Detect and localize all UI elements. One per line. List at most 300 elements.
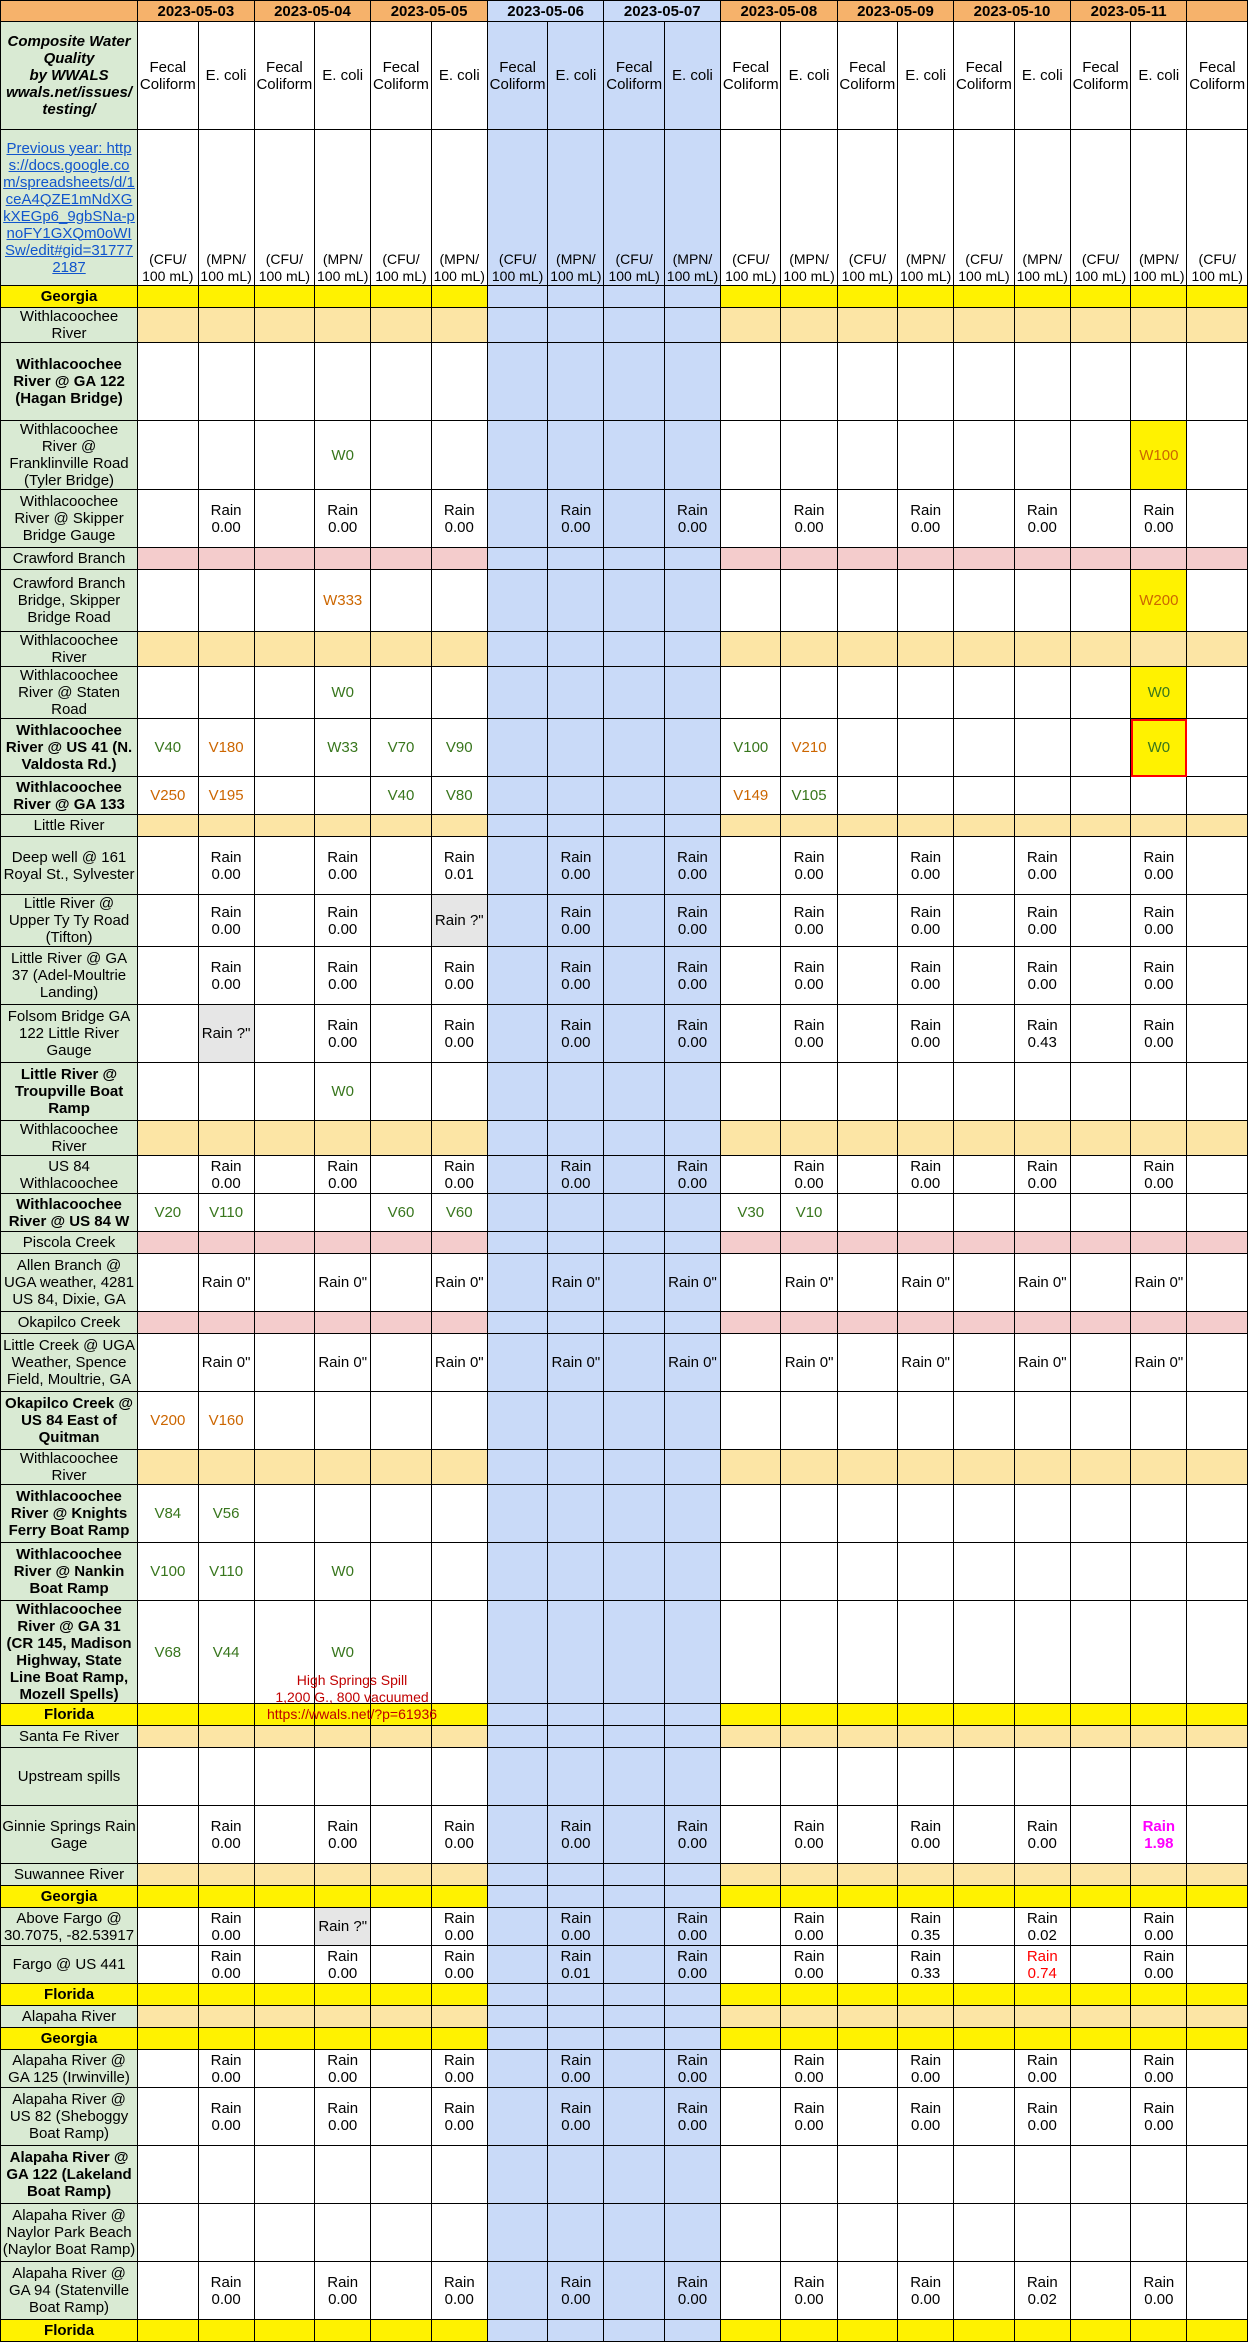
data-cell[interactable]: [1131, 1726, 1187, 1748]
data-cell[interactable]: [954, 1156, 1014, 1194]
data-cell[interactable]: [1070, 1984, 1130, 2006]
data-cell[interactable]: Rain 0": [431, 1254, 487, 1312]
data-cell[interactable]: [254, 1194, 314, 1232]
data-cell[interactable]: [138, 947, 198, 1005]
data-cell[interactable]: [664, 2028, 720, 2050]
data-cell[interactable]: Rain 0.00: [431, 1156, 487, 1194]
data-cell[interactable]: [954, 1984, 1014, 2006]
data-cell[interactable]: [1014, 667, 1070, 719]
data-cell[interactable]: [721, 1806, 781, 1864]
data-cell[interactable]: [1070, 2006, 1130, 2028]
data-cell[interactable]: Rain 0.00: [198, 490, 254, 548]
data-cell[interactable]: Rain ?": [198, 1005, 254, 1063]
data-cell[interactable]: [721, 1908, 781, 1946]
data-cell[interactable]: [1187, 895, 1248, 947]
data-cell[interactable]: Rain 0.02: [1014, 1908, 1070, 1946]
data-cell[interactable]: [898, 1748, 954, 1806]
data-cell[interactable]: [1014, 548, 1070, 570]
data-cell[interactable]: [371, 632, 431, 667]
data-cell[interactable]: [1187, 286, 1248, 308]
data-cell[interactable]: [1014, 1121, 1070, 1156]
data-cell[interactable]: [254, 1121, 314, 1156]
data-cell[interactable]: [431, 2146, 487, 2204]
data-cell[interactable]: Rain 0.00: [1014, 895, 1070, 947]
row-label[interactable]: Withlacoochee River @ US 41 (N. Valdosta Rd.): [1, 719, 138, 777]
data-cell[interactable]: Rain 0.00: [548, 490, 604, 548]
data-cell[interactable]: [837, 2006, 897, 2028]
data-cell[interactable]: V80: [431, 777, 487, 815]
data-cell[interactable]: [898, 667, 954, 719]
data-cell[interactable]: [837, 2050, 897, 2088]
data-cell[interactable]: Rain 0.00: [1131, 1005, 1187, 1063]
data-cell[interactable]: V10: [781, 1194, 837, 1232]
data-cell[interactable]: [371, 1005, 431, 1063]
data-cell[interactable]: [138, 1726, 198, 1748]
data-cell[interactable]: Rain 0": [1014, 1334, 1070, 1392]
data-cell[interactable]: [315, 1121, 371, 1156]
data-cell[interactable]: [604, 1392, 664, 1450]
data-cell[interactable]: [1014, 632, 1070, 667]
data-cell[interactable]: [1070, 1254, 1130, 1312]
data-cell[interactable]: [604, 719, 664, 777]
data-cell[interactable]: [371, 1543, 431, 1601]
data-cell[interactable]: [138, 421, 198, 490]
data-cell[interactable]: Rain 0.00: [1014, 947, 1070, 1005]
data-cell[interactable]: [837, 1005, 897, 1063]
data-cell[interactable]: [898, 1543, 954, 1601]
data-cell[interactable]: [487, 2146, 547, 2204]
data-cell[interactable]: [254, 632, 314, 667]
data-cell[interactable]: V250: [138, 777, 198, 815]
data-cell[interactable]: [198, 632, 254, 667]
fecal-header[interactable]: Fecal Coliform: [487, 22, 547, 130]
data-cell[interactable]: [954, 343, 1014, 421]
data-cell[interactable]: [487, 1121, 547, 1156]
data-cell[interactable]: [315, 2204, 371, 2262]
data-cell[interactable]: [1187, 1005, 1248, 1063]
data-cell[interactable]: Rain 0.00: [781, 2262, 837, 2320]
data-cell[interactable]: [1070, 1886, 1130, 1908]
data-cell[interactable]: Rain 0.00: [315, 1005, 371, 1063]
data-cell[interactable]: Rain 0.00: [781, 947, 837, 1005]
data-cell[interactable]: Rain 0.00: [315, 837, 371, 895]
data-cell[interactable]: [548, 1601, 604, 1704]
data-cell[interactable]: [898, 1704, 954, 1726]
data-cell[interactable]: Rain 0.00: [1131, 837, 1187, 895]
data-cell[interactable]: W33: [315, 719, 371, 777]
data-cell[interactable]: [1014, 1748, 1070, 1806]
data-cell[interactable]: [837, 1121, 897, 1156]
data-cell[interactable]: [431, 667, 487, 719]
data-cell[interactable]: [198, 308, 254, 343]
data-cell[interactable]: [1131, 1392, 1187, 1450]
data-cell[interactable]: Rain 0": [898, 1254, 954, 1312]
data-cell[interactable]: [138, 1886, 198, 1908]
data-cell[interactable]: [1070, 1312, 1130, 1334]
data-cell[interactable]: [1070, 286, 1130, 308]
data-cell[interactable]: Rain 0.00: [664, 490, 720, 548]
data-cell[interactable]: [315, 1726, 371, 1748]
data-cell[interactable]: [1014, 777, 1070, 815]
data-cell[interactable]: [1131, 1194, 1187, 1232]
data-cell[interactable]: [315, 1864, 371, 1886]
data-cell[interactable]: [431, 421, 487, 490]
data-cell[interactable]: [837, 1485, 897, 1543]
date-header[interactable]: 2023-05-08: [721, 1, 838, 22]
data-cell[interactable]: [254, 1156, 314, 1194]
fecal-header[interactable]: Fecal Coliform: [721, 22, 781, 130]
data-cell[interactable]: [781, 1232, 837, 1254]
data-cell[interactable]: [431, 1063, 487, 1121]
data-cell[interactable]: [138, 2262, 198, 2320]
data-cell[interactable]: [1187, 570, 1248, 632]
data-cell[interactable]: [954, 570, 1014, 632]
data-cell[interactable]: [138, 1156, 198, 1194]
data-cell[interactable]: [837, 719, 897, 777]
data-cell[interactable]: [254, 947, 314, 1005]
data-cell[interactable]: [198, 2006, 254, 2028]
data-cell[interactable]: [1187, 1704, 1248, 1726]
data-cell[interactable]: Rain 0.00: [198, 947, 254, 1005]
data-cell[interactable]: Rain ?": [431, 895, 487, 947]
data-cell[interactable]: [1131, 1312, 1187, 1334]
data-cell[interactable]: [664, 1726, 720, 1748]
data-cell[interactable]: [431, 1543, 487, 1601]
data-cell[interactable]: [138, 1312, 198, 1334]
data-cell[interactable]: [138, 1864, 198, 1886]
data-cell[interactable]: [254, 308, 314, 343]
data-cell[interactable]: [371, 1312, 431, 1334]
data-cell[interactable]: [604, 1984, 664, 2006]
data-cell[interactable]: [371, 837, 431, 895]
data-cell[interactable]: [1070, 490, 1130, 548]
data-cell[interactable]: V30: [721, 1194, 781, 1232]
data-cell[interactable]: Rain 0": [664, 1334, 720, 1392]
data-cell[interactable]: [781, 1984, 837, 2006]
data-cell[interactable]: [604, 490, 664, 548]
data-cell[interactable]: [898, 1864, 954, 1886]
data-cell[interactable]: [431, 1886, 487, 1908]
data-cell[interactable]: [487, 1946, 547, 1984]
data-cell[interactable]: [487, 1704, 547, 1726]
data-cell[interactable]: Rain 0.00: [1131, 2050, 1187, 2088]
data-cell[interactable]: [1187, 2006, 1248, 2028]
data-cell[interactable]: Rain 0.00: [548, 1156, 604, 1194]
data-cell[interactable]: Rain 0.00: [315, 895, 371, 947]
data-cell[interactable]: [781, 286, 837, 308]
data-cell[interactable]: [954, 1194, 1014, 1232]
data-cell[interactable]: Rain 0.00: [1014, 837, 1070, 895]
data-cell[interactable]: [1070, 1450, 1130, 1485]
data-cell[interactable]: [898, 2204, 954, 2262]
data-cell[interactable]: [371, 2088, 431, 2146]
data-cell[interactable]: [1131, 1121, 1187, 1156]
data-cell[interactable]: [721, 421, 781, 490]
data-cell[interactable]: [138, 837, 198, 895]
data-cell[interactable]: Rain 0.00: [1131, 1946, 1187, 1984]
data-cell[interactable]: [604, 1121, 664, 1156]
data-cell[interactable]: [1014, 1864, 1070, 1886]
data-cell[interactable]: Rain 0": [198, 1254, 254, 1312]
data-cell[interactable]: Rain 0.00: [431, 1908, 487, 1946]
data-cell[interactable]: [604, 1886, 664, 1908]
data-cell[interactable]: [254, 2204, 314, 2262]
data-cell[interactable]: [548, 570, 604, 632]
data-cell[interactable]: [138, 667, 198, 719]
data-cell[interactable]: [1070, 1485, 1130, 1543]
data-cell[interactable]: [721, 1485, 781, 1543]
data-cell[interactable]: [1014, 719, 1070, 777]
data-cell[interactable]: [371, 2146, 431, 2204]
data-cell[interactable]: [431, 2006, 487, 2028]
data-cell[interactable]: [781, 1063, 837, 1121]
data-cell[interactable]: Rain 0.00: [1131, 2088, 1187, 2146]
data-cell[interactable]: [198, 1121, 254, 1156]
row-label[interactable]: Florida: [1, 2320, 138, 2342]
data-cell[interactable]: [954, 837, 1014, 895]
data-cell[interactable]: [254, 2088, 314, 2146]
data-cell[interactable]: [664, 632, 720, 667]
data-cell[interactable]: [371, 2006, 431, 2028]
data-cell[interactable]: [254, 1984, 314, 2006]
data-cell[interactable]: Rain 0.00: [1131, 2262, 1187, 2320]
data-cell[interactable]: [371, 1063, 431, 1121]
data-cell[interactable]: [721, 1312, 781, 1334]
data-cell[interactable]: [604, 1450, 664, 1485]
data-cell[interactable]: V105: [781, 777, 837, 815]
data-cell[interactable]: [604, 2262, 664, 2320]
data-cell[interactable]: [487, 1601, 547, 1704]
data-cell[interactable]: [1014, 286, 1070, 308]
data-cell[interactable]: [664, 1886, 720, 1908]
data-cell[interactable]: [1187, 2262, 1248, 2320]
data-cell[interactable]: [198, 1312, 254, 1334]
data-cell[interactable]: Rain 0.00: [664, 2050, 720, 2088]
data-cell[interactable]: [664, 1984, 720, 2006]
data-cell[interactable]: [548, 777, 604, 815]
data-cell[interactable]: [604, 1312, 664, 1334]
data-cell[interactable]: [781, 2028, 837, 2050]
data-cell[interactable]: Rain 0.00: [781, 490, 837, 548]
data-cell[interactable]: [138, 1704, 198, 1726]
data-cell[interactable]: [954, 1543, 1014, 1601]
data-cell[interactable]: [781, 343, 837, 421]
data-cell[interactable]: [371, 570, 431, 632]
data-cell[interactable]: W0: [1131, 667, 1187, 719]
data-cell[interactable]: [1070, 719, 1130, 777]
data-cell[interactable]: [721, 2088, 781, 2146]
data-cell[interactable]: [954, 548, 1014, 570]
data-cell[interactable]: [954, 777, 1014, 815]
data-cell[interactable]: [1187, 490, 1248, 548]
data-cell[interactable]: [664, 570, 720, 632]
data-cell[interactable]: [1070, 2088, 1130, 2146]
data-cell[interactable]: [254, 490, 314, 548]
data-cell[interactable]: [954, 1232, 1014, 1254]
data-cell[interactable]: [431, 570, 487, 632]
data-cell[interactable]: [138, 286, 198, 308]
data-cell[interactable]: [1187, 837, 1248, 895]
data-cell[interactable]: [254, 1946, 314, 1984]
data-cell[interactable]: [954, 1254, 1014, 1312]
data-cell[interactable]: [721, 490, 781, 548]
data-cell[interactable]: [1131, 2006, 1187, 2028]
spill-note-link[interactable]: https://wwals.net/?p=61936: [266, 1706, 438, 1722]
data-cell[interactable]: [781, 308, 837, 343]
data-cell[interactable]: [721, 1254, 781, 1312]
data-cell[interactable]: [1014, 1392, 1070, 1450]
data-cell[interactable]: Rain 0.00: [898, 837, 954, 895]
data-cell[interactable]: [487, 947, 547, 1005]
data-cell[interactable]: [837, 548, 897, 570]
data-cell[interactable]: [1187, 1946, 1248, 1984]
row-label[interactable]: Alapaha River: [1, 2006, 138, 2028]
data-cell[interactable]: [781, 1543, 837, 1601]
data-cell[interactable]: [1187, 1121, 1248, 1156]
data-cell[interactable]: [721, 1063, 781, 1121]
data-cell[interactable]: [487, 421, 547, 490]
data-cell[interactable]: [138, 895, 198, 947]
data-cell[interactable]: V60: [431, 1194, 487, 1232]
data-cell[interactable]: Rain 0.00: [781, 1156, 837, 1194]
data-cell[interactable]: [487, 1194, 547, 1232]
data-cell[interactable]: [837, 490, 897, 548]
data-cell[interactable]: [837, 1312, 897, 1334]
data-cell[interactable]: [837, 1254, 897, 1312]
data-cell[interactable]: [837, 570, 897, 632]
fecal-header[interactable]: Fecal Coliform: [604, 22, 664, 130]
row-label[interactable]: Withlacoochee River @ GA 31 (CR 145, Madison Highway, State Line Boat Ramp, Mozell Spells): [1, 1601, 138, 1704]
data-cell[interactable]: [1070, 1806, 1130, 1864]
data-cell[interactable]: [721, 308, 781, 343]
data-cell[interactable]: [721, 1005, 781, 1063]
data-cell[interactable]: [604, 1485, 664, 1543]
data-cell[interactable]: [898, 548, 954, 570]
data-cell[interactable]: [487, 548, 547, 570]
data-cell[interactable]: [1131, 2028, 1187, 2050]
data-cell[interactable]: [604, 1156, 664, 1194]
data-cell[interactable]: [898, 570, 954, 632]
data-cell[interactable]: [371, 1864, 431, 1886]
data-cell[interactable]: [781, 2204, 837, 2262]
data-cell[interactable]: [781, 2320, 837, 2342]
data-cell[interactable]: [431, 343, 487, 421]
data-cell[interactable]: [837, 1908, 897, 1946]
data-cell[interactable]: [198, 343, 254, 421]
data-cell[interactable]: [898, 632, 954, 667]
data-cell[interactable]: [1187, 2028, 1248, 2050]
data-cell[interactable]: [315, 2028, 371, 2050]
data-cell[interactable]: [487, 1748, 547, 1806]
row-label[interactable]: Withlacoochee River @ GA 122 (Hagan Bridge): [1, 343, 138, 421]
data-cell[interactable]: [254, 1886, 314, 1908]
data-cell[interactable]: [1014, 2146, 1070, 2204]
data-cell[interactable]: [604, 1063, 664, 1121]
data-cell[interactable]: [604, 1601, 664, 1704]
data-cell[interactable]: [1070, 1334, 1130, 1392]
data-cell[interactable]: Rain 0.00: [664, 837, 720, 895]
data-cell[interactable]: [548, 421, 604, 490]
data-cell[interactable]: [604, 308, 664, 343]
data-cell[interactable]: V84: [138, 1485, 198, 1543]
data-cell[interactable]: [487, 1156, 547, 1194]
data-cell[interactable]: [837, 777, 897, 815]
row-label[interactable]: Florida: [1, 1984, 138, 2006]
data-cell[interactable]: [1070, 1392, 1130, 1450]
data-cell[interactable]: [1187, 1806, 1248, 1864]
data-cell[interactable]: [371, 1334, 431, 1392]
row-label[interactable]: Crawford Branch: [1, 548, 138, 570]
fecal-header[interactable]: Fecal Coliform: [138, 22, 198, 130]
data-cell[interactable]: [1070, 2320, 1130, 2342]
data-cell[interactable]: [954, 1864, 1014, 1886]
data-cell[interactable]: W0: [315, 1601, 371, 1704]
data-cell[interactable]: [604, 548, 664, 570]
data-cell[interactable]: Rain 0.00: [664, 1156, 720, 1194]
data-cell[interactable]: [254, 1726, 314, 1748]
data-cell[interactable]: [138, 2088, 198, 2146]
data-cell[interactable]: [487, 2028, 547, 2050]
data-cell[interactable]: [254, 1864, 314, 1886]
data-cell[interactable]: [138, 1254, 198, 1312]
data-cell[interactable]: [254, 548, 314, 570]
data-cell[interactable]: [604, 1864, 664, 1886]
data-cell[interactable]: [548, 2006, 604, 2028]
data-cell[interactable]: [138, 343, 198, 421]
data-cell[interactable]: Rain 0.00: [198, 1946, 254, 1984]
data-cell[interactable]: [1014, 570, 1070, 632]
row-label[interactable]: Alapaha River @ GA 94 (Statenville Boat Ramp): [1, 2262, 138, 2320]
data-cell[interactable]: [548, 286, 604, 308]
data-cell[interactable]: [1014, 1063, 1070, 1121]
data-cell[interactable]: [1187, 667, 1248, 719]
data-cell[interactable]: [1070, 947, 1130, 1005]
data-cell[interactable]: [954, 1450, 1014, 1485]
data-cell[interactable]: [604, 895, 664, 947]
data-cell[interactable]: [837, 632, 897, 667]
data-cell[interactable]: [721, 895, 781, 947]
data-cell[interactable]: [954, 1121, 1014, 1156]
data-cell[interactable]: V180: [198, 719, 254, 777]
data-cell[interactable]: Rain 0": [898, 1334, 954, 1392]
data-cell[interactable]: [487, 343, 547, 421]
data-cell[interactable]: Rain 0.01: [431, 837, 487, 895]
data-cell[interactable]: [1070, 1864, 1130, 1886]
data-cell[interactable]: [138, 1334, 198, 1392]
data-cell[interactable]: [604, 2028, 664, 2050]
data-cell[interactable]: [837, 1334, 897, 1392]
data-cell[interactable]: [898, 1450, 954, 1485]
row-label[interactable]: Withlacoochee River: [1, 308, 138, 343]
data-cell[interactable]: [198, 548, 254, 570]
data-cell[interactable]: [954, 815, 1014, 837]
data-cell[interactable]: [1131, 632, 1187, 667]
row-label[interactable]: Georgia: [1, 1886, 138, 1908]
data-cell[interactable]: [487, 570, 547, 632]
data-cell[interactable]: [371, 1726, 431, 1748]
data-cell[interactable]: Rain 0.00: [315, 2262, 371, 2320]
data-cell[interactable]: [548, 343, 604, 421]
data-cell[interactable]: [138, 2006, 198, 2028]
row-label[interactable]: Little River: [1, 815, 138, 837]
data-cell[interactable]: [1187, 1450, 1248, 1485]
data-cell[interactable]: [431, 1450, 487, 1485]
row-label[interactable]: Withlacoochee River @ Franklinville Road (Tyler Bridge): [1, 421, 138, 490]
data-cell[interactable]: [254, 1312, 314, 1334]
data-cell[interactable]: [1014, 1704, 1070, 1726]
data-cell[interactable]: [781, 548, 837, 570]
data-cell[interactable]: [254, 1908, 314, 1946]
